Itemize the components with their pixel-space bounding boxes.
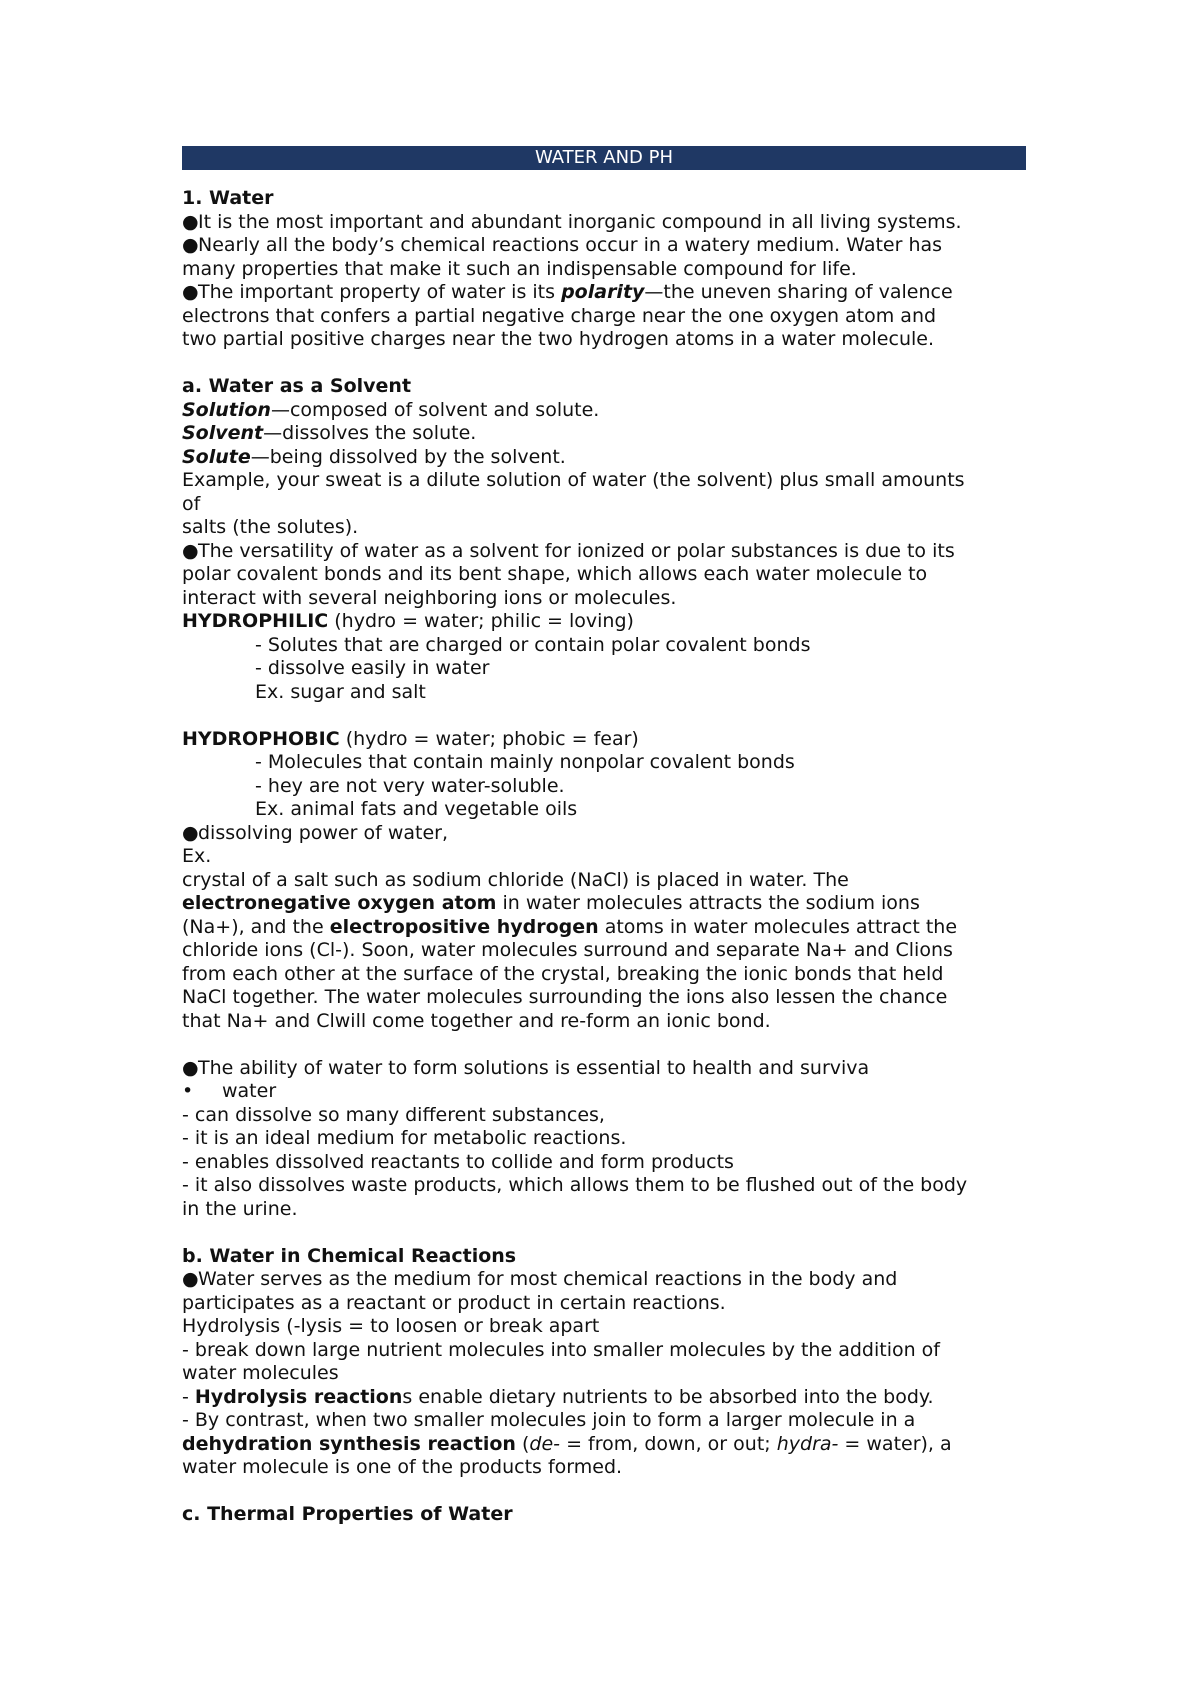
bullet-icon: ● (182, 234, 199, 256)
paragraph-line: polar covalent bonds and its bent shape, which allows each water molecule to (182, 563, 928, 585)
indented-line: Ex. sugar and salt (255, 680, 426, 703)
paragraph-line: ●The versatility of water as a solvent for ionized or polar substances is due to its (182, 539, 955, 562)
paragraph-line: ●Water serves as the medium for most chemical reactions in the body and (182, 1268, 898, 1290)
bullet-icon: ● (182, 210, 199, 233)
indented-line: Ex. animal fats and vegetable oils (255, 798, 578, 820)
bullet-icon: ● (182, 539, 199, 562)
term-hydrophobic: HYDROPHOBIC (182, 727, 340, 750)
definition-line: Solvent—dissolves the solute. (182, 422, 477, 444)
list-item: water molecules (182, 1362, 339, 1384)
paragraph-line: Hydrolysis (-lysis = to loosen or break apart (182, 1315, 600, 1337)
paragraph-line: two partial positive charges near the two hydrogen atoms in a water molecule. (182, 328, 934, 350)
paragraph-line: NaCl together. The water molecules surrounding the ions also lessen the chance (182, 986, 948, 1008)
list-item: - can dissolve so many different substances, (182, 1103, 605, 1126)
paragraph-line: electrons that confers a partial negative charge near the one oxygen atom and (182, 304, 937, 327)
term-line: HYDROPHILIC (hydro = water; philic = loving) (182, 610, 634, 632)
section-heading-solvent: a. Water as a Solvent (182, 375, 412, 397)
document-body (182, 146, 1026, 1527)
paragraph-line: interact with several neighboring ions or molecules. (182, 586, 677, 609)
paragraph-line: many properties that make it such an indispensable compound for life. (182, 257, 857, 280)
list-item: - it also dissolves waste products, which allows them to be flushed out of the body (182, 1174, 968, 1196)
bullet-icon: ● (182, 1268, 199, 1290)
paragraph-line: ●It is the most important and abundant inorganic compound in all living systems. (182, 210, 962, 233)
page-title-banner: WATER AND PH (182, 146, 1026, 170)
bullet-icon: ● (182, 1056, 199, 1079)
term-polarity: polarity (561, 281, 645, 303)
paragraph-line: ●The important property of water is its polarity—the uneven sharing of valence (182, 281, 953, 303)
paragraph-line: ●dissolving power of water, (182, 821, 448, 844)
section-heading-thermal: c. Thermal Properties of Water (182, 1503, 513, 1525)
section-heading-water: 1. Water (182, 187, 274, 209)
list-item: - Hydrolysis reactions enable dietary nutrients to be absorbed into the body. (182, 1385, 934, 1408)
section-heading-chemical-reactions: b. Water in Chemical Reactions (182, 1244, 517, 1267)
paragraph-line: electronegative oxygen atom in water molecules attracts the sodium ions (182, 892, 920, 914)
paragraph-line: chloride ions (Cl-). Soon, water molecules surround and separate Na+ and Clions (182, 939, 953, 961)
paragraph-line: that Na+ and Clwill come together and re-form an ionic bond. (182, 1009, 771, 1032)
paragraph-line: Example, your sweat is a dilute solution of water (the solvent) plus small amounts (182, 469, 965, 491)
term-line: HYDROPHOBIC (hydro = water; phobic = fear) (182, 727, 639, 750)
list-item: dehydration synthesis reaction (de- = from, down, or out; hydra- = water), a (182, 1432, 952, 1455)
indented-line: - Solutes that are charged or contain polar covalent bonds (255, 633, 811, 656)
paragraph-line: • water (182, 1080, 277, 1102)
paragraph-line: salts (the solutes). (182, 516, 359, 538)
definition-line: Solution—composed of solvent and solute. (182, 398, 600, 421)
small-bullet-icon: • (182, 1080, 194, 1102)
indented-line: - Molecules that contain mainly nonpolar covalent bonds (255, 751, 795, 773)
definition-line: Solute—being dissolved by the solvent. (182, 445, 566, 468)
paragraph-line: ●The ability of water to form solutions is essential to health and surviva (182, 1056, 870, 1079)
list-item: - By contrast, when two smaller molecules join to form a larger molecule in a (182, 1409, 916, 1431)
paragraph-line: ●Nearly all the body’s chemical reactions occur in a watery medium. Water has (182, 234, 943, 256)
paragraph-line: from each other at the surface of the crystal, breaking the ionic bonds that held (182, 962, 944, 985)
bullet-icon: ● (182, 281, 199, 303)
paragraph-line: participates as a reactant or product in certain reactions. (182, 1291, 726, 1314)
list-item: - it is an ideal medium for metabolic reactions. (182, 1127, 627, 1149)
paragraph-line: (Na+), and the electropositive hydrogen atoms in water molecules attract the (182, 915, 958, 938)
list-item: - enables dissolved reactants to collide and form products (182, 1150, 734, 1173)
indented-line: - dissolve easily in water (255, 657, 490, 679)
term-hydrophilic: HYDROPHILIC (182, 610, 329, 632)
paragraph-line: crystal of a salt such as sodium chloride (NaCl) is placed in water. The (182, 868, 849, 891)
paragraph-line: Ex. (182, 845, 212, 867)
list-item: - break down large nutrient molecules into smaller molecules by the addition of (182, 1338, 940, 1361)
bullet-icon: ● (182, 821, 199, 844)
paragraph-line: of (182, 492, 201, 515)
list-item: water molecule is one of the products formed. (182, 1456, 623, 1478)
list-item: in the urine. (182, 1197, 298, 1220)
indented-line: - hey are not very water-soluble. (255, 774, 565, 797)
